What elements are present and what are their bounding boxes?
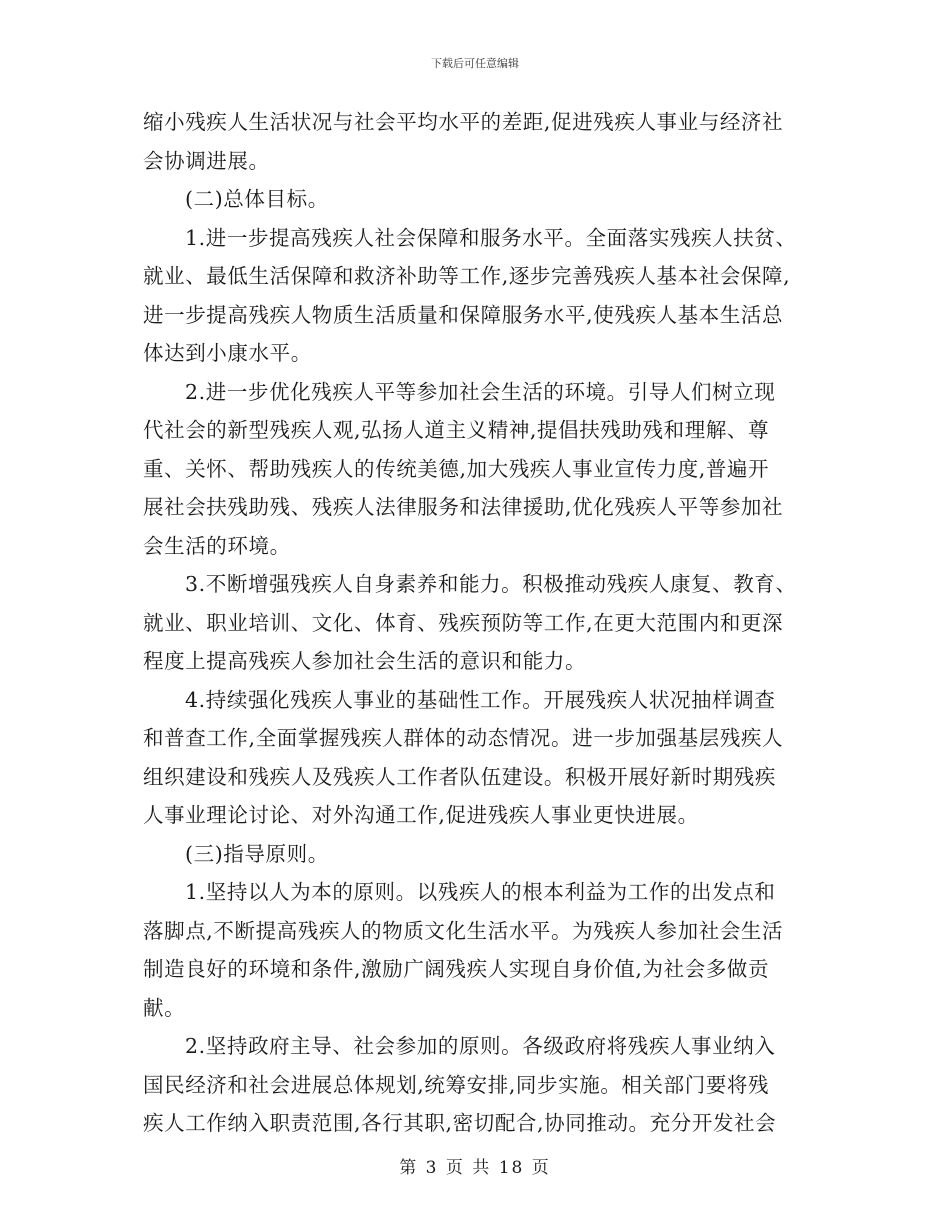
text-line: 2.进一步优化残疾人平等参加社会生活的环境。引导人们树立现 [185, 379, 776, 404]
text-line: 就业、职业培训、文化、体育、残疾预防等工作,在更大范围内和更深 [143, 610, 784, 635]
text-line: 程度上提高残疾人参加社会生活的意识和能力。 [143, 649, 587, 673]
text-line: 会协调进展。 [143, 148, 270, 173]
text-line: 人事业理论讨论、对外沟通工作,促进残疾人事业更快进展。 [143, 803, 699, 827]
text-line: 国民经济和社会进展总体规划,统筹安排,同步实施。相关部门要将残 [143, 1072, 770, 1097]
page-header: 下载后可任意编辑 [431, 57, 519, 70]
page-number: 第 3 页 共 18 页 [399, 1158, 551, 1178]
text-line: 代社会的新型残疾人观,弘扬人道主义精神,提倡扶残助残和理解、尊 [143, 418, 770, 442]
text-line: 落脚点,不断提高残疾人的物质文化生活水平。为残疾人参加社会生活 [143, 918, 784, 943]
text-line: 展社会扶残助残、残疾人法律服务和法律援助,优化残疾人平等参加社 [143, 495, 784, 519]
text-line: 疾人工作纳入职责范围,各行其职,密切配合,协同推动。充分开发社会 [143, 1111, 777, 1135]
text-line: 重、关怀、帮助残疾人的传统美德,加大残疾人事业宣传力度,普遍开 [143, 456, 770, 481]
text-line: 3.不断增强残疾人自身素养和能力。积极推动残疾人康复、教育、 [185, 572, 797, 596]
text-line: 献。 [143, 995, 186, 1020]
text-line: 体达到小康水平。 [143, 341, 312, 365]
text-line: 和普查工作,全面掌握残疾人群体的动态情况。进一步加强基层残疾人 [143, 726, 784, 750]
text-line: 会生活的环境。 [143, 533, 291, 558]
text-line: 就业、最低生活保障和救济补助等工作,逐步完善残疾人基本社会保障, [143, 264, 791, 288]
text-line: 4.持续强化残疾人事业的基础性工作。开展残疾人状况抽样调查 [185, 687, 776, 712]
text-line: 1.坚持以人为本的原则。以残疾人的根本利益为工作的出发点和 [185, 880, 776, 904]
text-line: 缩小残疾人生活状况与社会平均水平的差距,促进残疾人事业与经济社 [143, 110, 784, 134]
text-line: 2.坚持政府主导、社会参加的原则。各级政府将残疾人事业纳入 [185, 1034, 776, 1058]
document-body [143, 103, 809, 1143]
text-line: 1.进一步提高残疾人社会保障和服务水平。全面落实残疾人扶贫、 [185, 225, 797, 250]
text-line: 制造良好的环境和条件,激励广阔残疾人实现自身价值,为社会多做贡 [143, 957, 770, 981]
text-line: 组织建设和残疾人及残疾人工作者队伍建设。积极开展好新时期残疾 [143, 764, 776, 789]
text-line: (三)指导原则。 [185, 841, 329, 866]
text-line: 进一步提高残疾人物质生活质量和保障服务水平,使残疾人基本生活总 [143, 302, 784, 327]
text-line: (二)总体目标。 [185, 187, 329, 211]
